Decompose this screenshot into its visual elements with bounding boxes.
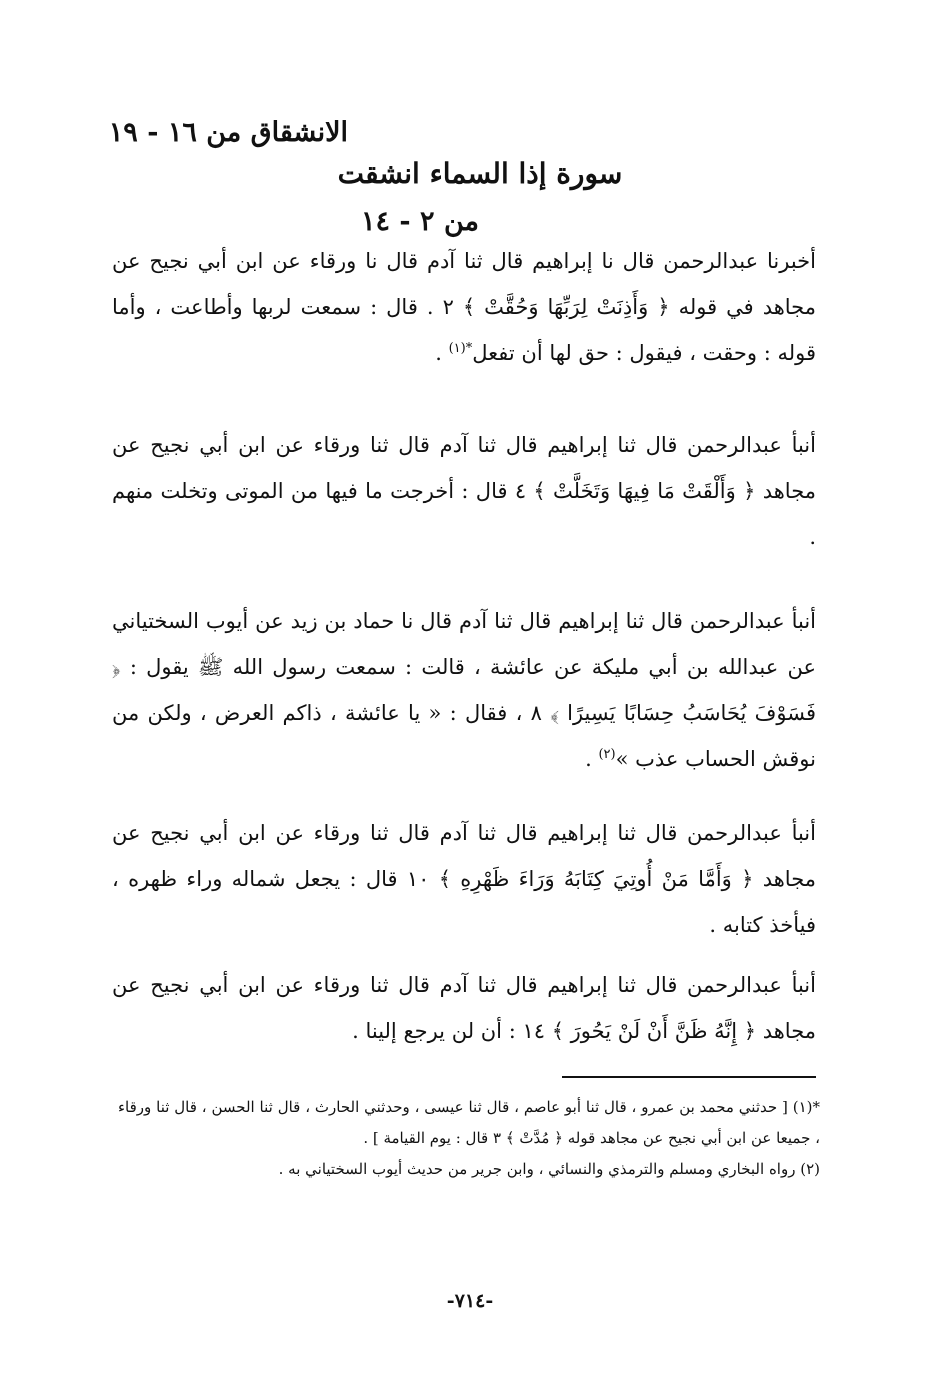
surah-title: سورة إذا السماء انشقت <box>337 157 623 190</box>
paragraph-text: أخبرنا عبدالرحمن قال نا إبراهيم قال ثنا آدم قال نا ورقاء عن ابن أبي نجيح عن مجاهد في قوله ﴿ وَأَذِنَتْ لِرَبِّهَا وَحُقَّتْ ﴾ ٢ . قال : سمعت لربها وأطاعت ، وأما قوله : وحقت ، فيقول : حق لها أن تفعل <box>112 249 816 365</box>
page-number: -٧١٤- <box>446 1290 494 1312</box>
paragraph-3 <box>112 598 816 782</box>
paragraph-text: أنبأ عبدالرحمن قال ثنا إبراهيم قال ثنا آدم قال ثنا ورقاء عن ابن أبي نجيح عن مجاهد ﴿ وَأَمَّا مَنْ أُوتِيَ كِتَابَهُ وَرَاءَ ظَهْرِهِ ﴾ ١٠ قال : يجعل شماله وراء ظهره ، فيأخذ كتابه . <box>112 821 816 937</box>
paragraph-4 <box>112 810 816 948</box>
footnote-ref: (٢) <box>598 747 616 762</box>
paragraph-tail: . <box>585 747 599 771</box>
footnote-1: *(١) [ حدثني محمد بن عمرو ، قال ثنا أبو عاصم ، قال ثنا عيسى ، وحدثني الحارث ، قال ثنا الحسن ، قال ثنا ورقاء ، جميعا عن ابن أبي نجيح عن مجاهد قوله ﴿ مُدَّتْ ﴾ ٣ قال : يوم القيامة ] . <box>118 1098 820 1147</box>
paragraph-text: أنبأ عبدالرحمن قال ثنا إبراهيم قال ثنا آدم قال ثنا ورقاء عن ابن أبي نجيح عن مجاهد ﴿ وَأَلْقَتْ مَا فِيهَا وَتَخَلَّتْ ﴾ ٤ قال : أخرجت ما فيها من الموتى وتخلت منهم . <box>112 433 816 549</box>
paragraph-5 <box>112 962 816 1054</box>
paragraph-tail: . <box>435 341 449 365</box>
paragraph-text: أنبأ عبدالرحمن قال ثنا إبراهيم قال ثنا آدم قال نا حماد بن زيد عن أيوب السختياني عن عبدالله بن أبي مليكة عن عائشة ، قالت : سمعت رسول الله ﷺ يقول : ﴿ فَسَوْفَ يُحَاسَبُ حِسَابًا يَسِيرًا ﴾ ٨ ، فقال : « يا عائشة ، ذاكم العرض ، ولكن من نوقش الحساب عذب » <box>112 609 817 771</box>
footnote-ref: *(١) <box>448 341 473 356</box>
footnote-2: (٢) رواه البخاري ومسلم والترمذي والنسائي ، وابن جرير من حديث أيوب السختياني به . <box>278 1160 820 1178</box>
paragraph-text: أنبأ عبدالرحمن قال ثنا إبراهيم قال ثنا آدم قال ثنا ورقاء عن ابن أبي نجيح عن مجاهد ﴿ إِنَّهُ ظَنَّ أَنْ لَنْ يَحُورَ ﴾ ١٤ : أن لن يرجع إلينا . <box>112 973 816 1043</box>
verse-range: من ٢ - ١٤ <box>361 206 479 237</box>
footnote-separator <box>562 1076 816 1078</box>
running-header: الانشقاق من ١٦ - ١٩ <box>108 117 348 148</box>
footnotes <box>118 1092 820 1185</box>
paragraph-1 <box>112 238 816 376</box>
paragraph-2 <box>112 422 816 560</box>
